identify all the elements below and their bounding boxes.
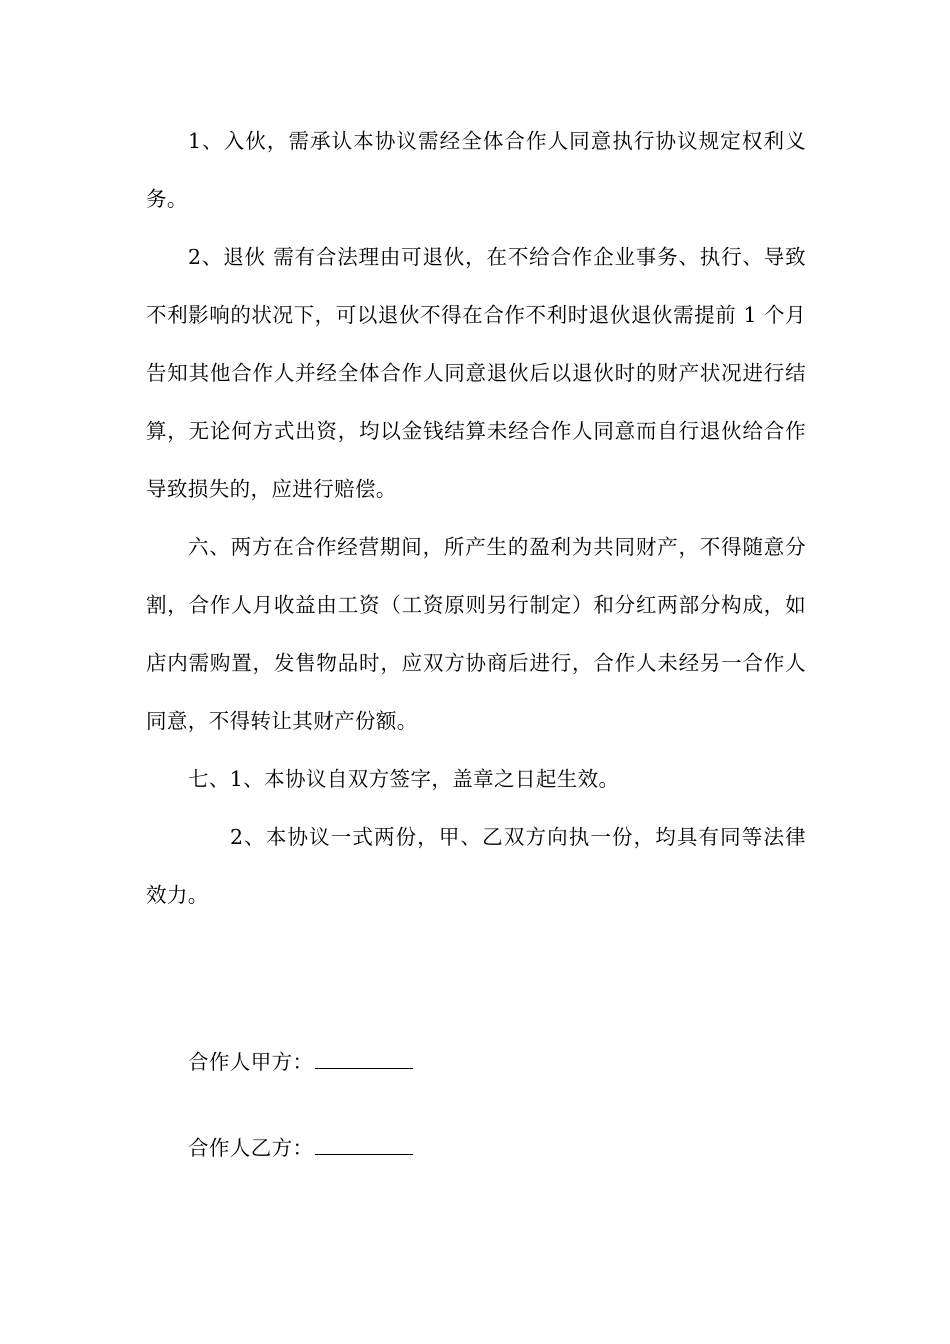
signature-party-a	[146, 1046, 806, 1077]
clause-join: 1、入伙，需承认本协议需经全体合作人同意执行协议规定权利义务。	[146, 129, 806, 211]
document-body	[146, 112, 806, 924]
party-a-label: 合作人甲方：	[188, 1050, 314, 1074]
clause-seven-effective: 七、1、本协议自双方签字，盖章之日起生效。	[188, 767, 620, 791]
clause-seven-copies: 2、本协议一式两份，甲、乙双方向执一份，均具有同等法律效力。	[146, 825, 806, 907]
clause-six-profit: 六、两方在合作经营期间，所产生的盈利为共同财产，不得随意分割，合作人月收益由工资（工资原则另行制定）和分红两部分构成，如店内需购置，发售物品时，应双方协商后进行，合作人未经另一合作人同意，不得转让其财产份额。	[146, 535, 806, 733]
signature-party-b	[146, 1132, 806, 1163]
party-b-signature-blank	[315, 1132, 413, 1155]
clause-withdraw: 2、退伙 需有合法理由可退伙，在不给合作企业事务、执行、导致不利影响的状况下，可以退伙不得在合作不利时退伙退伙需提前 1 个月告知其他合作人并经全体合作人同意退伙后以退伙时的财产状况进行结算，无论何方式出资，均以金钱结算未经合作人同意而自行退伙给合作导致损失的，应进行赔偿。	[146, 245, 806, 501]
party-a-signature-blank	[315, 1046, 413, 1069]
party-b-label: 合作人乙方：	[188, 1136, 314, 1160]
